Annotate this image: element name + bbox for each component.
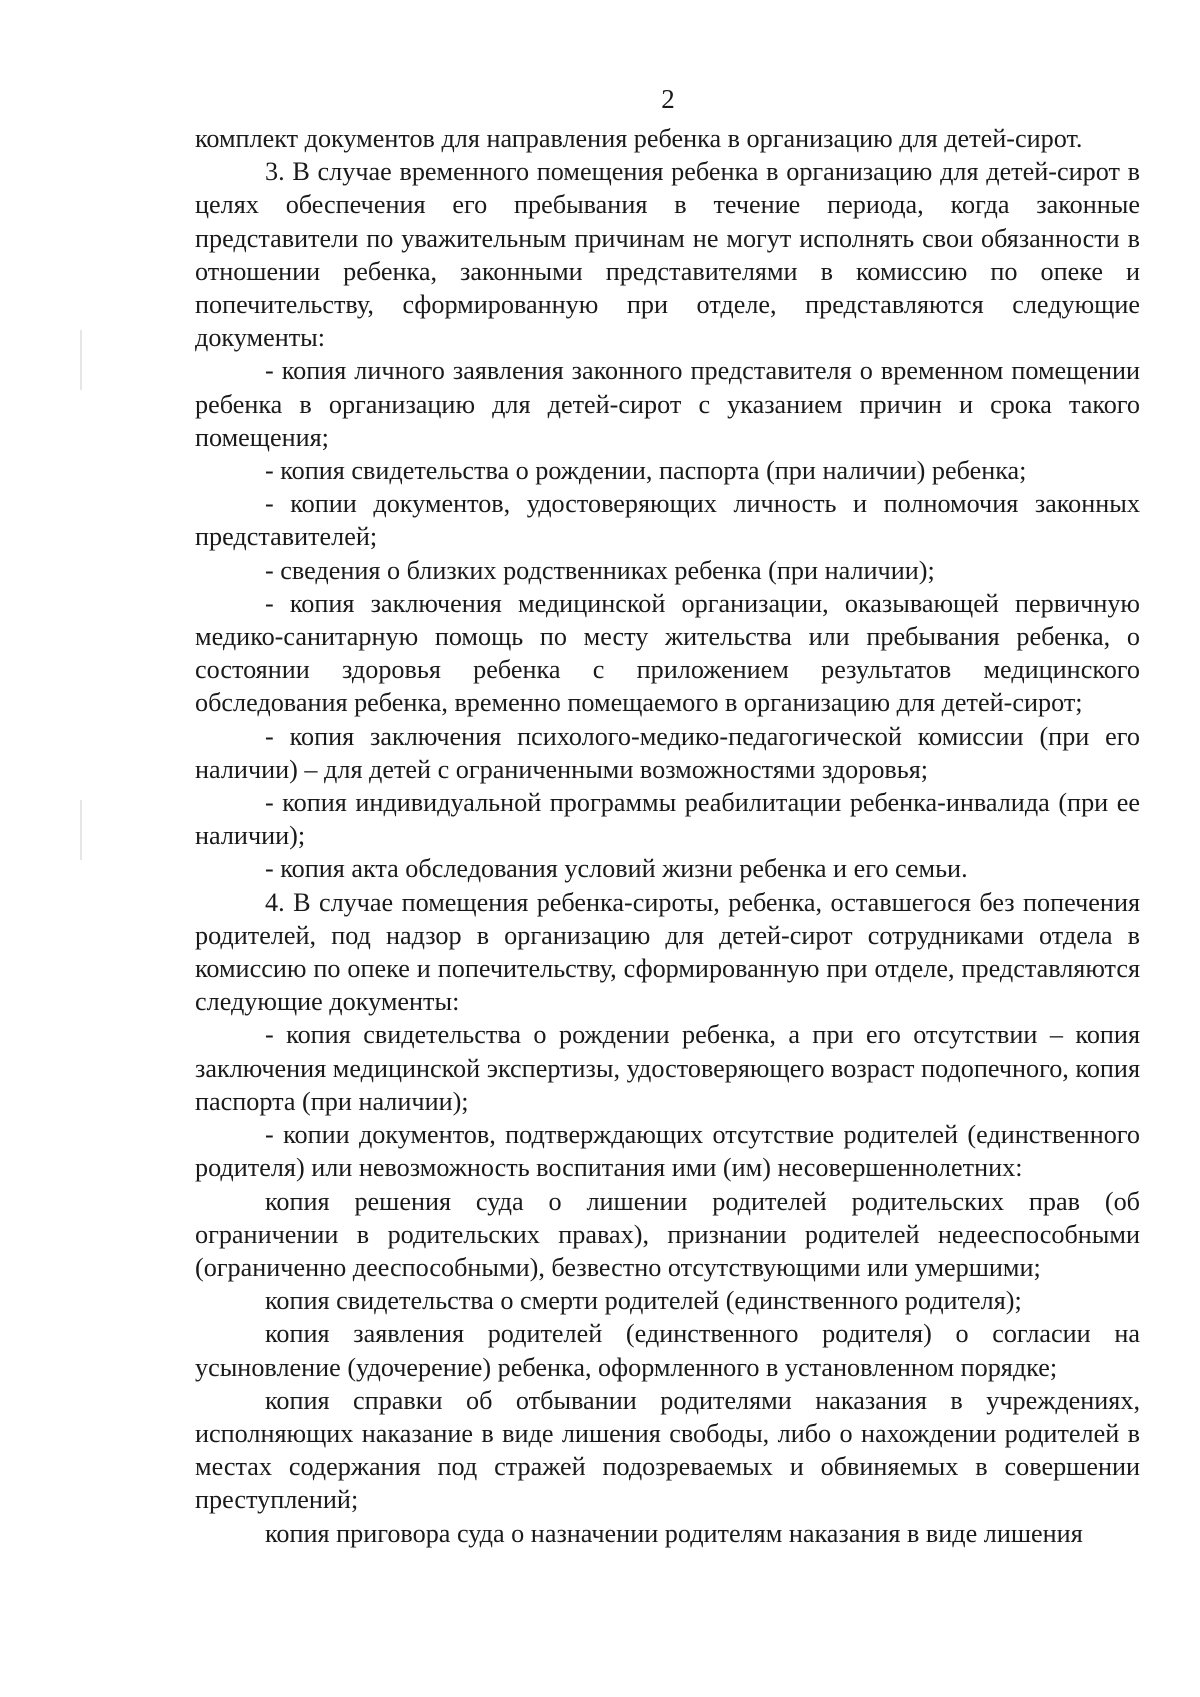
paragraph: 4. В случае помещения ребенка-сироты, ребенка, оставшегося без попечения родителей, под надзор в организацию для детей-сирот сотрудниками отдела в комиссию по опеке и попечительству, сформированную при отделе, представляются следующие документы: [195,887,1140,1017]
scan-artifact-line [80,330,82,390]
document-body [195,122,1140,1550]
sub-item: копия свидетельства о смерти родителей (единственного родителя); [265,1286,1022,1316]
list-item: - копии документов, удостоверяющих личность и полномочия законных представителей; [195,489,1140,552]
list-item: - копии документов, подтверждающих отсутствие родителей (единственного родителя) или невозможность воспитания ими (им) несовершеннолетних: [195,1120,1140,1183]
sub-item: копия приговора суда о назначении родителям наказания в виде лишения [265,1518,1083,1548]
sub-item: копия заявления родителей (единственного родителя) о согласии на усыновление (удочерение) ребенка, оформленного в установленном порядке; [195,1319,1140,1382]
paragraph: 3. В случае временного помещения ребенка в организацию для детей-сирот в целях обеспечения его пребывания в течение периода, когда законные представители по уважительным причинам не могут исполнять свои обязанности в отношении ребенка, законными представителями в комиссию по опеке и попечительству, сформированную при отделе, представляются следующие документы: [195,157,1140,353]
list-item: - копия акта обследования условий жизни ребенка и его семьи. [265,854,968,884]
list-item: - копия личного заявления законного представителя о временном помещении ребенка в организацию для детей-сирот с указанием причин и срока такого помещения; [195,356,1140,452]
list-item: - копия заключения психолого-медико-педагогической комиссии (при его наличии) – для детей с ограниченными возможностями здоровья; [195,721,1140,784]
paragraph: комплект документов для направления ребенка в организацию для детей-сирот. [195,124,1083,153]
list-item: - копия заключения медицинской организации, оказывающей первичную медико-санитарную помощь по месту жительства или пребывания ребенка, о состоянии здоровья ребенка с приложением результатов медицинского обследования ребенка, временно помещаемого в организацию для детей-сирот; [195,588,1140,718]
sub-item: копия решения суда о лишении родителей родительских прав (об ограничении в родительских правах), признании родителей недееспособными (ограниченно дееспособными), безвестно отсутствующими или умершими; [195,1186,1140,1282]
sub-item: копия справки об отбывании родителями наказания в учреждениях, исполняющих наказание в виде лишения свободы, либо о нахождении родителей в местах содержания под стражей подозреваемых и обвиняемых в совершении преступлений; [195,1385,1140,1515]
list-item: - копия свидетельства о рождении, паспорта (при наличии) ребенка; [265,456,1027,486]
list-item: - сведения о близких родственниках ребенка (при наличии); [265,555,935,585]
scan-artifact-line [80,800,82,860]
list-item: - копия индивидуальной программы реабилитации ребенка-инвалида (при ее наличии); [195,788,1140,851]
page-number: 2 [661,84,675,114]
list-item: - копия свидетельства о рождении ребенка, а при его отсутствии – копия заключения медицинской экспертизы, удостоверяющего возраст подопечного, копия паспорта (при наличии); [195,1020,1140,1116]
